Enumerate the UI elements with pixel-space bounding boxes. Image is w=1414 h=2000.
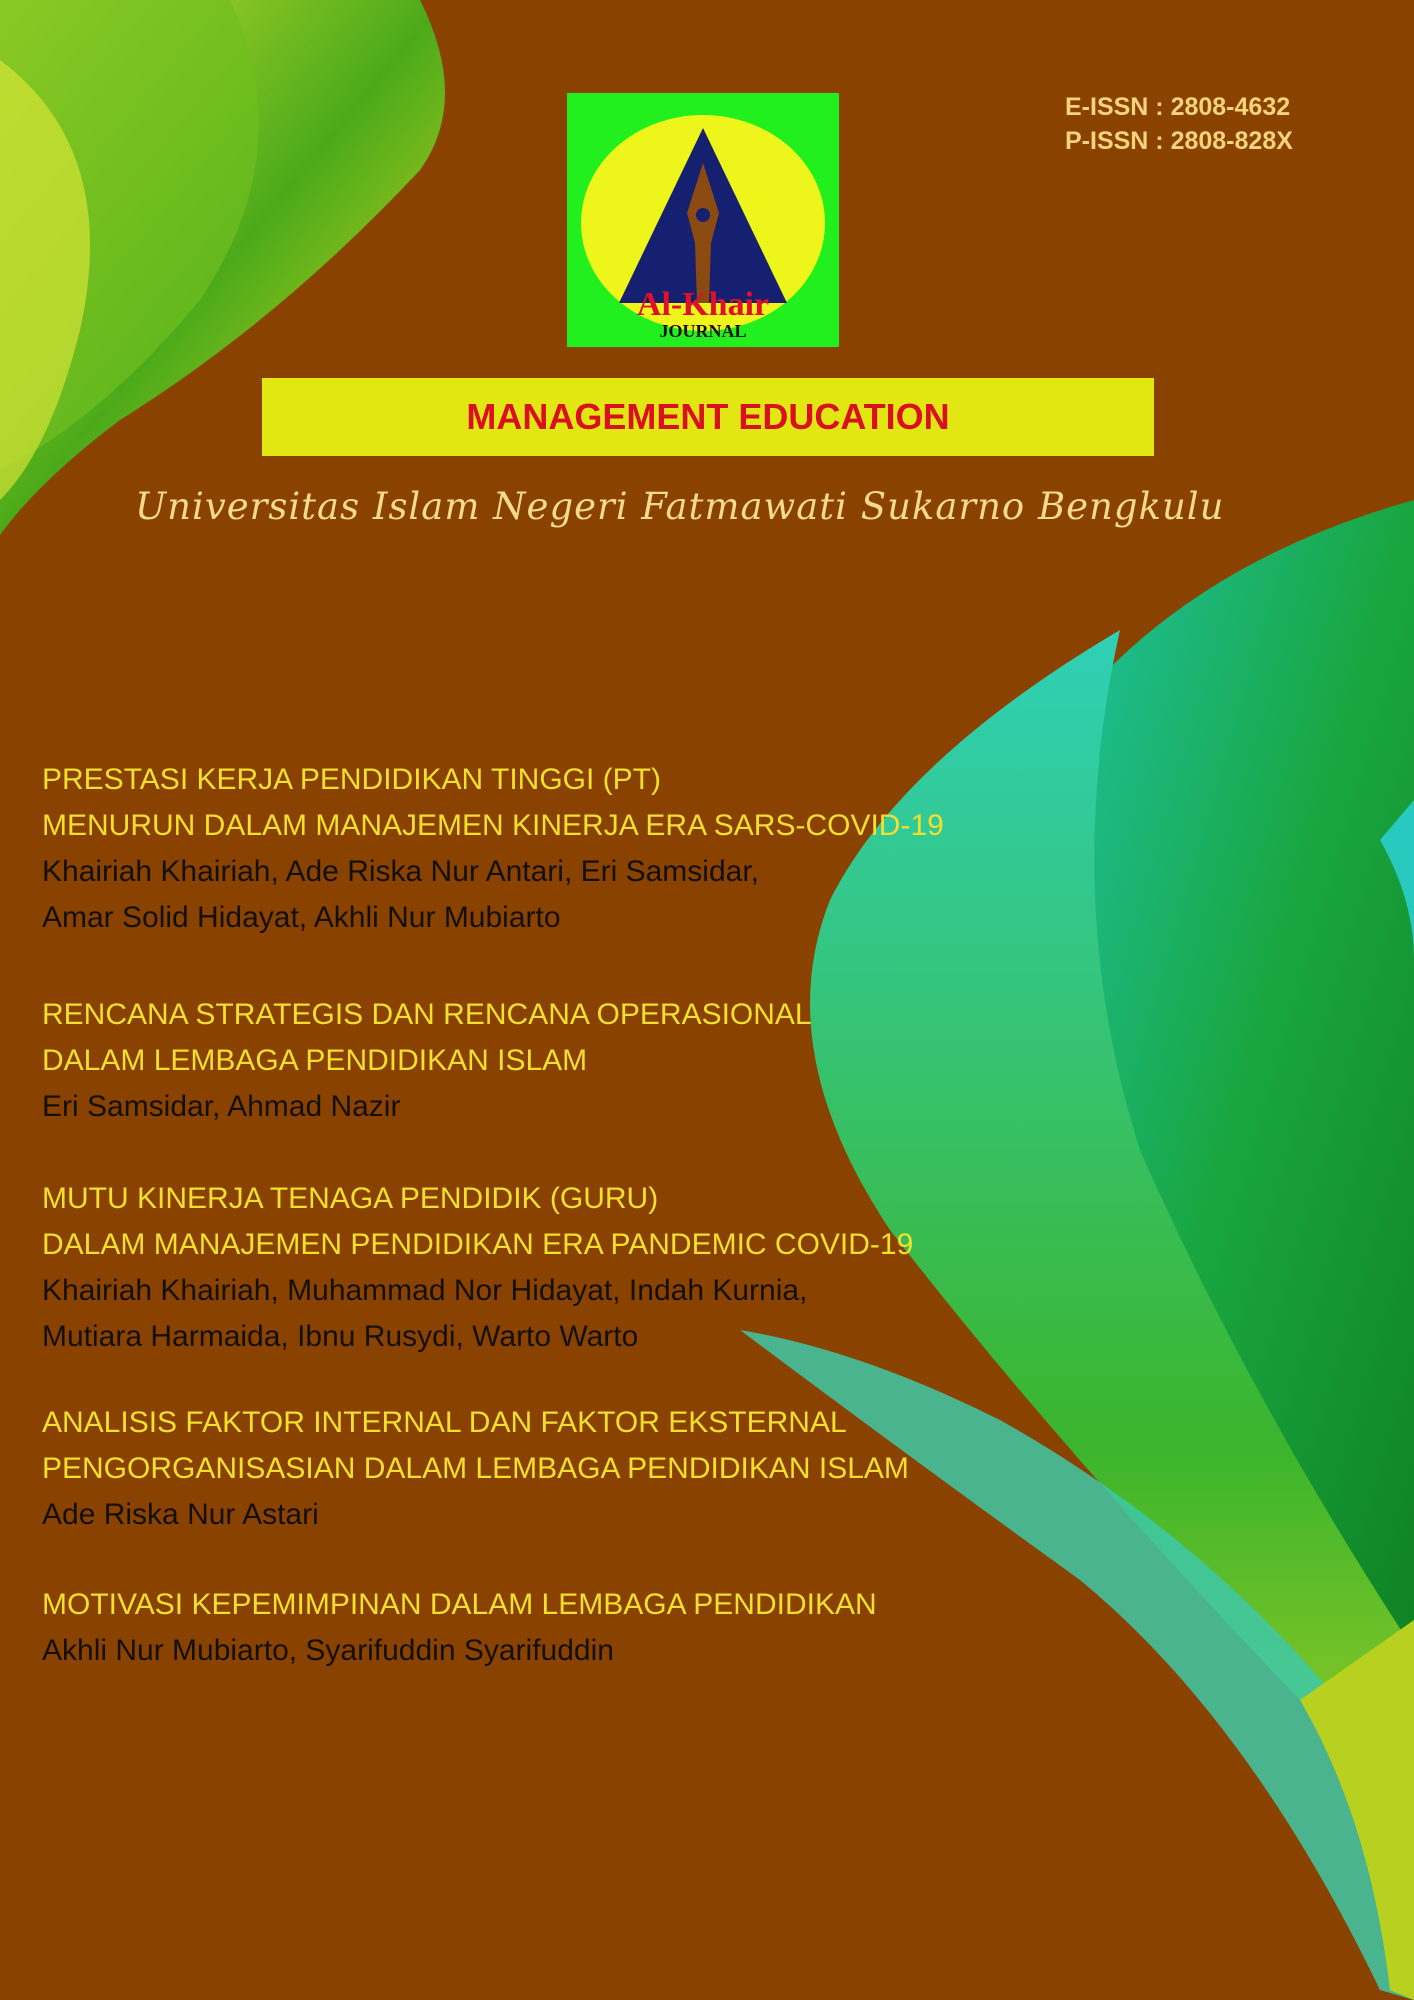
article-4 — [42, 1400, 909, 1538]
article-title: PENGORGANISASIAN DALAM LEMBAGA PENDIDIKAN ISLAM — [42, 1452, 909, 1485]
article-5 — [42, 1582, 877, 1674]
issn-block — [1065, 90, 1293, 158]
svg-text:JOURNAL: JOURNAL — [659, 321, 747, 341]
article-authors: Khairiah Khairiah, Ade Riska Nur Antari, Eri Samsidar, — [42, 855, 759, 888]
section-banner — [262, 378, 1154, 456]
article-title: MOTIVASI KEPEMIMPINAN DALAM LEMBAGA PENDIDIKAN — [42, 1588, 877, 1621]
article-title: RENCANA STRATEGIS DAN RENCANA OPERASIONAL — [42, 998, 812, 1031]
banner-label: MANAGEMENT EDUCATION — [466, 396, 950, 437]
article-1 — [42, 757, 944, 941]
article-3 — [42, 1176, 913, 1360]
article-title: PRESTASI KERJA PENDIDIKAN TINGGI (PT) — [42, 763, 661, 796]
article-title: MUTU KINERJA TENAGA PENDIDIK (GURU) — [42, 1182, 659, 1215]
journal-logo — [567, 93, 839, 347]
article-authors: Ade Riska Nur Astari — [42, 1498, 319, 1531]
article-title: DALAM LEMBAGA PENDIDIKAN ISLAM — [42, 1044, 588, 1077]
article-authors: Mutiara Harmaida, Ibnu Rusydi, Warto Warto — [42, 1320, 639, 1353]
article-authors: Eri Samsidar, Ahmad Nazir — [42, 1090, 401, 1123]
university-name: Universitas Islam Negeri Fatmawati Sukarno Bengkulu — [135, 485, 1225, 528]
article-2 — [42, 992, 812, 1130]
p-issn: P-ISSN : 2808-828X — [1065, 127, 1293, 155]
article-authors: Akhli Nur Mubiarto, Syarifuddin Syarifuddin — [42, 1634, 614, 1667]
article-title: MENURUN DALAM MANAJEMEN KINERJA ERA SARS-COVID-19 — [42, 809, 944, 842]
article-title: ANALISIS FAKTOR INTERNAL DAN FAKTOR EKSTERNAL — [42, 1406, 847, 1439]
article-title: DALAM MANAJEMEN PENDIDIKAN ERA PANDEMIC COVID-19 — [42, 1228, 914, 1261]
article-authors: Amar Solid Hidayat, Akhli Nur Mubiarto — [42, 901, 561, 934]
svg-text:Al-Khair: Al-Khair — [636, 286, 770, 323]
article-authors: Khairiah Khairiah, Muhammad Nor Hidayat, Indah Kurnia, — [42, 1274, 808, 1307]
e-issn: E-ISSN : 2808-4632 — [1065, 93, 1291, 121]
